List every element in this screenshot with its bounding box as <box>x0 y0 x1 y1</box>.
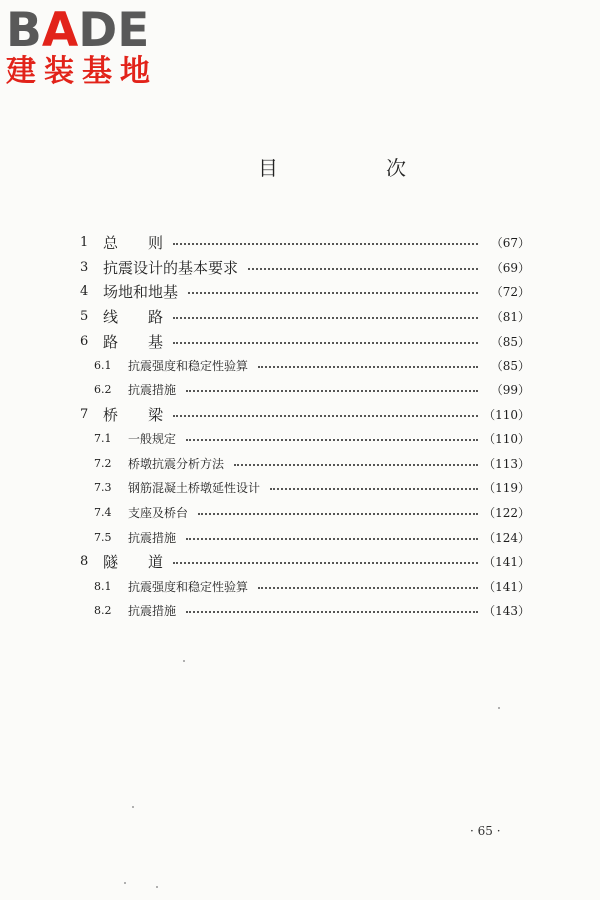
toc-entry-label: 路 基 <box>103 332 164 351</box>
toc-entry-page: （110） <box>483 407 530 422</box>
toc-dot-leader <box>258 587 478 589</box>
toc-entry-number: 7.2 <box>94 456 112 470</box>
toc-entry-page: （85） <box>490 358 530 373</box>
scan-speck <box>156 886 158 888</box>
toc-dot-leader <box>186 390 478 392</box>
toc-entry-page: （143） <box>483 603 530 618</box>
toc-entry-page: （122） <box>483 505 530 520</box>
toc-entry-label: 隧 道 <box>103 552 164 571</box>
toc-entry-label: 场地和地基 <box>103 282 179 301</box>
toc-entry[interactable] <box>0 475 600 499</box>
toc-dot-leader <box>186 538 478 540</box>
toc-entry-number: 7 <box>80 406 89 422</box>
toc-entry-label: 抗震设计的基本要求 <box>103 258 239 277</box>
bade-logo <box>6 3 176 90</box>
logo-chinese-name: 建装基地 <box>6 54 158 89</box>
toc-entry-label: 桥 梁 <box>103 405 164 424</box>
toc-entry-page: （124） <box>483 530 530 545</box>
toc-entry-number: 7.1 <box>94 431 112 445</box>
page-number: · 65 · <box>470 824 501 838</box>
toc-entry-number: 5 <box>80 308 89 324</box>
toc-entry-label: 钢筋混凝土桥墩延性设计 <box>128 480 261 495</box>
scan-speck <box>183 660 185 662</box>
toc-entry-label: 抗震强度和稳定性验算 <box>128 358 249 373</box>
scan-speck <box>124 882 126 884</box>
toc-dot-leader <box>234 464 478 466</box>
toc-entry-number: 8.1 <box>94 579 112 593</box>
toc-entry-page: （81） <box>490 309 530 324</box>
toc-dot-leader <box>173 342 478 344</box>
toc-dot-leader <box>248 268 478 270</box>
toc-entry-page: （67） <box>490 235 530 250</box>
toc-entry-number: 8 <box>80 553 89 569</box>
logo-wordmark <box>6 3 176 58</box>
toc-entry[interactable] <box>0 549 600 573</box>
toc-dot-leader <box>186 611 478 613</box>
toc-entry-number: 1 <box>80 234 89 250</box>
toc-entry-label: 总 则 <box>103 233 164 252</box>
toc-entry[interactable] <box>0 598 600 622</box>
toc-dot-leader <box>173 415 478 417</box>
toc-dot-leader <box>270 488 478 490</box>
toc-entry-page: （141） <box>483 579 530 594</box>
toc-entry-number: 4 <box>80 283 89 299</box>
toc-entry-number: 7.3 <box>94 480 112 494</box>
toc-entry-number: 6.2 <box>94 382 112 396</box>
toc-entry[interactable] <box>0 402 600 426</box>
toc-entry[interactable] <box>0 230 600 254</box>
toc-entry[interactable] <box>0 279 600 303</box>
toc-entry-page: （85） <box>490 334 530 349</box>
toc-entry[interactable] <box>0 451 600 475</box>
toc-entry[interactable] <box>0 329 600 353</box>
toc-dot-leader <box>173 243 478 245</box>
toc-entry-number: 7.4 <box>94 505 112 519</box>
toc-entry-page: （72） <box>490 284 530 299</box>
toc-dot-leader <box>188 292 478 294</box>
toc-entry[interactable] <box>0 353 600 377</box>
toc-dot-leader <box>186 439 478 441</box>
logo-letter-a: A <box>41 3 79 58</box>
toc-entry-number: 7.5 <box>94 530 112 544</box>
toc-dot-leader <box>173 562 478 564</box>
toc-entry-number: 6.1 <box>94 358 112 372</box>
toc-entry-page: （141） <box>483 554 530 569</box>
toc-entry[interactable] <box>0 525 600 549</box>
toc-entry[interactable] <box>0 426 600 450</box>
toc-entry[interactable] <box>0 377 600 401</box>
toc-entry-number: 3 <box>80 259 89 275</box>
toc-entry[interactable] <box>0 500 600 524</box>
scan-speck <box>132 806 134 808</box>
toc-entry[interactable] <box>0 255 600 279</box>
toc-title: 目 次 <box>258 156 450 180</box>
toc-entry-label: 线 路 <box>103 307 164 326</box>
toc-entry-number: 6 <box>80 333 89 349</box>
toc-entry-label: 支座及桥台 <box>128 505 189 520</box>
toc-entry[interactable] <box>0 574 600 598</box>
toc-dot-leader <box>258 366 478 368</box>
toc-dot-leader <box>198 513 478 515</box>
toc-entry[interactable] <box>0 304 600 328</box>
scan-speck <box>498 707 500 709</box>
toc-entry-label: 抗震措施 <box>128 382 177 397</box>
toc-entry-page: （110） <box>483 431 530 446</box>
toc-entry-label: 桥墩抗震分析方法 <box>128 456 225 471</box>
toc-entry-page: （69） <box>490 260 530 275</box>
toc-entry-label: 抗震措施 <box>128 530 177 545</box>
toc-entry-page: （99） <box>490 382 530 397</box>
toc-entry-page: （119） <box>483 480 530 495</box>
toc-entry-label: 抗震强度和稳定性验算 <box>128 579 249 594</box>
logo-letters-b: B <box>6 3 42 58</box>
toc-entry-page: （113） <box>483 456 530 471</box>
toc-entry-label: 抗震措施 <box>128 603 177 618</box>
toc-entry-label: 一般规定 <box>128 431 177 446</box>
toc-dot-leader <box>173 317 478 319</box>
toc-entry-number: 8.2 <box>94 603 112 617</box>
logo-letters-de: DE <box>78 3 150 58</box>
